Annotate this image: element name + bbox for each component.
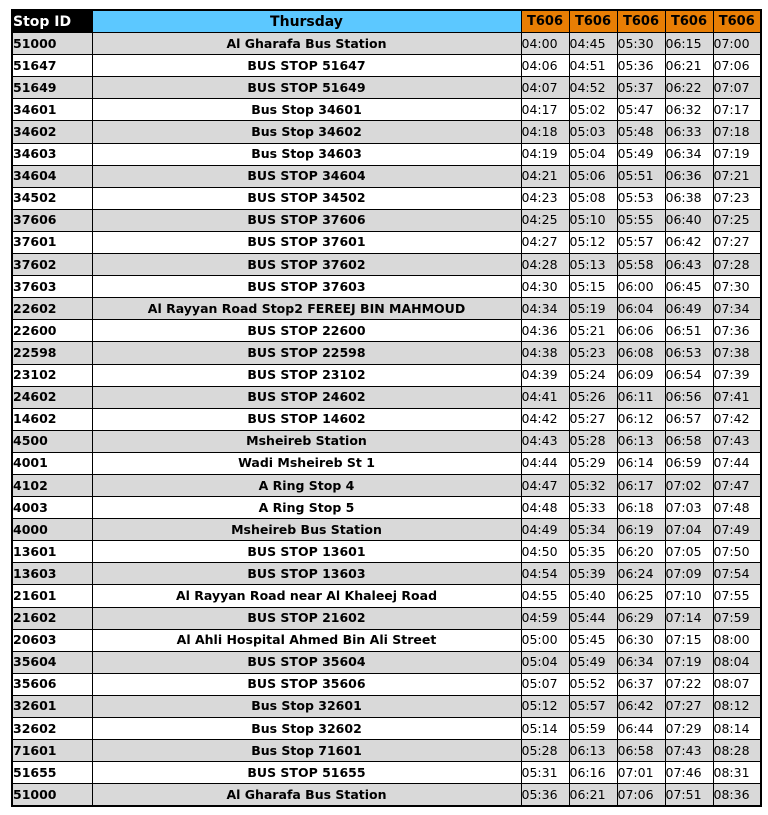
departure-time-cell: 06:15 — [665, 33, 713, 55]
departure-time-cell: 05:06 — [569, 165, 617, 187]
departure-time-cell: 07:25 — [713, 209, 761, 231]
table-row — [12, 474, 761, 496]
stop-name-cell: BUS STOP 22600 — [92, 320, 521, 342]
departure-time-cell: 05:00 — [521, 629, 569, 651]
stop-id-cell: 51655 — [12, 762, 92, 784]
departure-time-cell: 04:54 — [521, 563, 569, 585]
departure-time-cell: 05:35 — [569, 541, 617, 563]
departure-time-cell: 06:40 — [665, 209, 713, 231]
departure-time-cell: 07:41 — [713, 386, 761, 408]
departure-time-cell: 07:17 — [713, 99, 761, 121]
stop-id-cell: 24602 — [12, 386, 92, 408]
departure-time-cell: 06:51 — [665, 320, 713, 342]
departure-time-cell: 07:59 — [713, 607, 761, 629]
departure-time-cell: 05:44 — [569, 607, 617, 629]
departure-time-cell: 05:10 — [569, 209, 617, 231]
stop-name-cell: Msheireb Station — [92, 430, 521, 452]
departure-time-cell: 05:04 — [521, 651, 569, 673]
departure-time-cell: 04:34 — [521, 298, 569, 320]
stop-name-cell: Al Gharafa Bus Station — [92, 33, 521, 55]
departure-time-cell: 06:04 — [617, 298, 665, 320]
stop-id-cell: 21602 — [12, 607, 92, 629]
departure-time-cell: 05:59 — [569, 718, 617, 740]
stop-name-cell: BUS STOP 34502 — [92, 187, 521, 209]
departure-time-cell: 05:48 — [617, 121, 665, 143]
stop-id-cell: 37603 — [12, 276, 92, 298]
departure-time-cell: 06:17 — [617, 474, 665, 496]
departure-time-cell: 06:44 — [617, 718, 665, 740]
stop-name-cell: BUS STOP 37606 — [92, 209, 521, 231]
departure-time-cell: 06:06 — [617, 320, 665, 342]
departure-time-cell: 06:58 — [665, 430, 713, 452]
departure-time-cell: 05:27 — [569, 408, 617, 430]
departure-time-cell: 05:07 — [521, 673, 569, 695]
departure-time-cell: 05:14 — [521, 718, 569, 740]
table-row — [12, 673, 761, 695]
departure-time-cell: 07:43 — [665, 740, 713, 762]
departure-time-cell: 06:19 — [617, 519, 665, 541]
departure-time-cell: 04:55 — [521, 585, 569, 607]
departure-time-cell: 06:09 — [617, 364, 665, 386]
departure-time-cell: 08:31 — [713, 762, 761, 784]
table-row — [12, 143, 761, 165]
departure-time-cell: 07:28 — [713, 254, 761, 276]
table-row — [12, 740, 761, 762]
stop-name-cell: Msheireb Bus Station — [92, 519, 521, 541]
departure-time-cell: 05:39 — [569, 563, 617, 585]
departure-time-cell: 05:58 — [617, 254, 665, 276]
table-row — [12, 519, 761, 541]
stop-name-cell: BUS STOP 51655 — [92, 762, 521, 784]
departure-time-cell: 08:00 — [713, 629, 761, 651]
departure-time-cell: 04:00 — [521, 33, 569, 55]
departure-time-cell: 07:10 — [665, 585, 713, 607]
departure-time-cell: 05:32 — [569, 474, 617, 496]
departure-time-cell: 05:57 — [617, 231, 665, 253]
departure-time-cell: 07:15 — [665, 629, 713, 651]
stop-name-cell: BUS STOP 35604 — [92, 651, 521, 673]
departure-time-cell: 05:12 — [521, 695, 569, 717]
departure-time-cell: 06:13 — [617, 430, 665, 452]
departure-time-cell: 07:09 — [665, 563, 713, 585]
stop-name-cell: Bus Stop 32601 — [92, 695, 521, 717]
departure-time-cell: 04:06 — [521, 55, 569, 77]
stop-id-cell: 34502 — [12, 187, 92, 209]
table-row — [12, 276, 761, 298]
departure-time-cell: 08:36 — [713, 784, 761, 807]
stop-id-cell: 34603 — [12, 143, 92, 165]
table-row — [12, 585, 761, 607]
departure-time-cell: 05:03 — [569, 121, 617, 143]
departure-time-cell: 06:14 — [617, 452, 665, 474]
departure-time-cell: 06:33 — [665, 121, 713, 143]
departure-time-cell: 07:39 — [713, 364, 761, 386]
departure-time-cell: 05:57 — [569, 695, 617, 717]
table-row — [12, 541, 761, 563]
departure-time-cell: 07:00 — [713, 33, 761, 55]
stop-id-cell: 4102 — [12, 474, 92, 496]
departure-time-cell: 04:36 — [521, 320, 569, 342]
stop-id-cell: 20603 — [12, 629, 92, 651]
departure-time-cell: 05:49 — [569, 651, 617, 673]
stop-id-cell: 4001 — [12, 452, 92, 474]
departure-time-cell: 04:39 — [521, 364, 569, 386]
departure-time-cell: 04:30 — [521, 276, 569, 298]
table-row — [12, 165, 761, 187]
stop-id-cell: 4000 — [12, 519, 92, 541]
table-row — [12, 55, 761, 77]
departure-time-cell: 04:25 — [521, 209, 569, 231]
table-row — [12, 563, 761, 585]
departure-time-cell: 04:17 — [521, 99, 569, 121]
stop-id-cell: 34602 — [12, 121, 92, 143]
departure-time-cell: 06:42 — [665, 231, 713, 253]
stop-name-cell: BUS STOP 13603 — [92, 563, 521, 585]
departure-time-cell: 07:51 — [665, 784, 713, 807]
departure-time-cell: 06:30 — [617, 629, 665, 651]
departure-time-cell: 05:24 — [569, 364, 617, 386]
departure-time-cell: 05:12 — [569, 231, 617, 253]
departure-time-cell: 06:45 — [665, 276, 713, 298]
stop-name-cell: Bus Stop 71601 — [92, 740, 521, 762]
stop-id-cell: 37606 — [12, 209, 92, 231]
departure-time-cell: 04:07 — [521, 77, 569, 99]
departure-time-cell: 06:37 — [617, 673, 665, 695]
departure-time-cell: 04:18 — [521, 121, 569, 143]
stop-id-cell: 51000 — [12, 33, 92, 55]
departure-time-cell: 06:13 — [569, 740, 617, 762]
stop-id-cell: 51000 — [12, 784, 92, 807]
departure-time-cell: 07:30 — [713, 276, 761, 298]
table-row — [12, 695, 761, 717]
departure-time-cell: 06:59 — [665, 452, 713, 474]
departure-time-cell: 07:42 — [713, 408, 761, 430]
departure-time-cell: 07:04 — [665, 519, 713, 541]
departure-time-cell: 07:50 — [713, 541, 761, 563]
table-row — [12, 408, 761, 430]
departure-time-cell: 04:38 — [521, 342, 569, 364]
stop-id-cell: 32601 — [12, 695, 92, 717]
stop-name-cell: Al Rayyan Road near Al Khaleej Road — [92, 585, 521, 607]
departure-time-cell: 06:11 — [617, 386, 665, 408]
stop-id-cell: 37602 — [12, 254, 92, 276]
departure-time-cell: 05:19 — [569, 298, 617, 320]
stop-name-cell: Bus Stop 32602 — [92, 718, 521, 740]
departure-time-cell: 06:36 — [665, 165, 713, 187]
stop-name-cell: BUS STOP 37601 — [92, 231, 521, 253]
stop-id-cell: 14602 — [12, 408, 92, 430]
header-row — [12, 10, 761, 33]
departure-time-cell: 07:44 — [713, 452, 761, 474]
stop-name-cell: BUS STOP 24602 — [92, 386, 521, 408]
departure-time-cell: 07:29 — [665, 718, 713, 740]
departure-time-cell: 07:55 — [713, 585, 761, 607]
departure-time-cell: 08:14 — [713, 718, 761, 740]
stop-id-cell: 13601 — [12, 541, 92, 563]
table-row — [12, 386, 761, 408]
stop-id-cell: 13603 — [12, 563, 92, 585]
stop-name-cell: Wadi Msheireb St 1 — [92, 452, 521, 474]
departure-time-cell: 06:34 — [665, 143, 713, 165]
departure-time-cell: 07:01 — [617, 762, 665, 784]
departure-time-cell: 05:34 — [569, 519, 617, 541]
trip-header: T606 — [569, 10, 617, 33]
departure-time-cell: 05:26 — [569, 386, 617, 408]
departure-time-cell: 06:21 — [569, 784, 617, 807]
departure-time-cell: 05:15 — [569, 276, 617, 298]
departure-time-cell: 05:45 — [569, 629, 617, 651]
departure-time-cell: 07:05 — [665, 541, 713, 563]
departure-time-cell: 05:02 — [569, 99, 617, 121]
stop-id-cell: 22598 — [12, 342, 92, 364]
stop-id-cell: 51647 — [12, 55, 92, 77]
departure-time-cell: 07:06 — [713, 55, 761, 77]
stop-name-cell: BUS STOP 35606 — [92, 673, 521, 695]
stop-name-cell: Bus Stop 34601 — [92, 99, 521, 121]
departure-time-cell: 05:53 — [617, 187, 665, 209]
table-row — [12, 33, 761, 55]
table-row — [12, 320, 761, 342]
stop-id-cell: 23102 — [12, 364, 92, 386]
departure-time-cell: 05:49 — [617, 143, 665, 165]
trip-header: T606 — [521, 10, 569, 33]
stop-name-cell: A Ring Stop 4 — [92, 474, 521, 496]
departure-time-cell: 04:28 — [521, 254, 569, 276]
departure-time-cell: 04:23 — [521, 187, 569, 209]
stop-name-cell: BUS STOP 37602 — [92, 254, 521, 276]
stop-id-cell: 21601 — [12, 585, 92, 607]
departure-time-cell: 05:08 — [569, 187, 617, 209]
departure-time-cell: 07:19 — [665, 651, 713, 673]
departure-time-cell: 04:52 — [569, 77, 617, 99]
stop-id-cell: 71601 — [12, 740, 92, 762]
departure-time-cell: 07:06 — [617, 784, 665, 807]
departure-time-cell: 06:25 — [617, 585, 665, 607]
departure-time-cell: 05:21 — [569, 320, 617, 342]
departure-time-cell: 06:12 — [617, 408, 665, 430]
trip-header: T606 — [665, 10, 713, 33]
departure-time-cell: 07:07 — [713, 77, 761, 99]
departure-time-cell: 07:03 — [665, 497, 713, 519]
table-row — [12, 231, 761, 253]
stop-id-cell: 51649 — [12, 77, 92, 99]
table-row — [12, 121, 761, 143]
table-row — [12, 629, 761, 651]
departure-time-cell: 04:21 — [521, 165, 569, 187]
stop-id-header: Stop ID — [12, 10, 92, 33]
departure-time-cell: 07:23 — [713, 187, 761, 209]
departure-time-cell: 06:32 — [665, 99, 713, 121]
stop-id-cell: 34604 — [12, 165, 92, 187]
departure-time-cell: 06:22 — [665, 77, 713, 99]
table-row — [12, 99, 761, 121]
table-row — [12, 187, 761, 209]
departure-time-cell: 04:49 — [521, 519, 569, 541]
departure-time-cell: 07:36 — [713, 320, 761, 342]
stop-id-cell: 22602 — [12, 298, 92, 320]
table-row — [12, 718, 761, 740]
departure-time-cell: 04:41 — [521, 386, 569, 408]
departure-time-cell: 07:46 — [665, 762, 713, 784]
departure-time-cell: 07:38 — [713, 342, 761, 364]
departure-time-cell: 04:44 — [521, 452, 569, 474]
departure-time-cell: 06:16 — [569, 762, 617, 784]
departure-time-cell: 04:51 — [569, 55, 617, 77]
departure-time-cell: 07:18 — [713, 121, 761, 143]
stop-id-cell: 32602 — [12, 718, 92, 740]
departure-time-cell: 06:43 — [665, 254, 713, 276]
stop-name-cell: BUS STOP 51647 — [92, 55, 521, 77]
stop-name-cell: BUS STOP 51649 — [92, 77, 521, 99]
departure-time-cell: 07:14 — [665, 607, 713, 629]
stop-id-cell: 22600 — [12, 320, 92, 342]
departure-time-cell: 07:49 — [713, 519, 761, 541]
departure-time-cell: 05:30 — [617, 33, 665, 55]
departure-time-cell: 05:28 — [569, 430, 617, 452]
departure-time-cell: 07:48 — [713, 497, 761, 519]
departure-time-cell: 05:37 — [617, 77, 665, 99]
departure-time-cell: 05:33 — [569, 497, 617, 519]
stop-id-cell: 4003 — [12, 497, 92, 519]
departure-time-cell: 07:43 — [713, 430, 761, 452]
stop-name-cell: Bus Stop 34603 — [92, 143, 521, 165]
departure-time-cell: 08:28 — [713, 740, 761, 762]
table-row — [12, 342, 761, 364]
table-row — [12, 784, 761, 807]
stop-name-cell: BUS STOP 14602 — [92, 408, 521, 430]
departure-time-cell: 08:04 — [713, 651, 761, 673]
departure-time-cell: 07:22 — [665, 673, 713, 695]
departure-time-cell: 05:36 — [521, 784, 569, 807]
departure-time-cell: 05:52 — [569, 673, 617, 695]
table-row — [12, 497, 761, 519]
trip-header: T606 — [713, 10, 761, 33]
departure-time-cell: 05:23 — [569, 342, 617, 364]
departure-time-cell: 05:36 — [617, 55, 665, 77]
departure-time-cell: 04:19 — [521, 143, 569, 165]
departure-time-cell: 04:45 — [569, 33, 617, 55]
departure-time-cell: 05:51 — [617, 165, 665, 187]
departure-time-cell: 06:34 — [617, 651, 665, 673]
stop-name-cell: BUS STOP 13601 — [92, 541, 521, 563]
stop-id-cell: 37601 — [12, 231, 92, 253]
departure-time-cell: 05:13 — [569, 254, 617, 276]
departure-time-cell: 07:21 — [713, 165, 761, 187]
departure-time-cell: 06:24 — [617, 563, 665, 585]
departure-time-cell: 05:55 — [617, 209, 665, 231]
departure-time-cell: 05:04 — [569, 143, 617, 165]
table-row — [12, 364, 761, 386]
stop-name-cell: BUS STOP 21602 — [92, 607, 521, 629]
departure-time-cell: 06:29 — [617, 607, 665, 629]
table-row — [12, 762, 761, 784]
departure-time-cell: 06:58 — [617, 740, 665, 762]
table-row — [12, 254, 761, 276]
table-row — [12, 77, 761, 99]
departure-time-cell: 06:08 — [617, 342, 665, 364]
stop-name-cell: BUS STOP 22598 — [92, 342, 521, 364]
day-header: Thursday — [92, 10, 521, 33]
departure-time-cell: 04:27 — [521, 231, 569, 253]
departure-time-cell: 07:27 — [713, 231, 761, 253]
departure-time-cell: 07:47 — [713, 474, 761, 496]
stop-name-cell: A Ring Stop 5 — [92, 497, 521, 519]
stop-name-cell: Bus Stop 34602 — [92, 121, 521, 143]
departure-time-cell: 06:21 — [665, 55, 713, 77]
table-row — [12, 430, 761, 452]
departure-time-cell: 06:53 — [665, 342, 713, 364]
departure-time-cell: 04:50 — [521, 541, 569, 563]
departure-time-cell: 06:57 — [665, 408, 713, 430]
trip-header: T606 — [617, 10, 665, 33]
departure-time-cell: 04:47 — [521, 474, 569, 496]
timetable-body — [12, 33, 761, 807]
stop-id-cell: 35604 — [12, 651, 92, 673]
stop-id-cell: 35606 — [12, 673, 92, 695]
departure-time-cell: 06:20 — [617, 541, 665, 563]
departure-time-cell: 04:59 — [521, 607, 569, 629]
departure-time-cell: 07:19 — [713, 143, 761, 165]
departure-time-cell: 06:49 — [665, 298, 713, 320]
departure-time-cell: 05:31 — [521, 762, 569, 784]
departure-time-cell: 06:56 — [665, 386, 713, 408]
departure-time-cell: 06:00 — [617, 276, 665, 298]
stop-name-cell: BUS STOP 34604 — [92, 165, 521, 187]
departure-time-cell: 04:43 — [521, 430, 569, 452]
departure-time-cell: 04:42 — [521, 408, 569, 430]
departure-time-cell: 07:34 — [713, 298, 761, 320]
stop-name-cell: Al Ahli Hospital Ahmed Bin Ali Street — [92, 629, 521, 651]
departure-time-cell: 06:54 — [665, 364, 713, 386]
departure-time-cell: 05:47 — [617, 99, 665, 121]
stop-name-cell: BUS STOP 23102 — [92, 364, 521, 386]
departure-time-cell: 06:42 — [617, 695, 665, 717]
departure-time-cell: 06:18 — [617, 497, 665, 519]
timetable — [11, 9, 762, 807]
departure-time-cell: 08:12 — [713, 695, 761, 717]
stop-name-cell: BUS STOP 37603 — [92, 276, 521, 298]
table-row — [12, 651, 761, 673]
departure-time-cell: 07:27 — [665, 695, 713, 717]
departure-time-cell: 05:28 — [521, 740, 569, 762]
stop-name-cell: Al Rayyan Road Stop2 FEREEJ BIN MAHMOUD — [92, 298, 521, 320]
table-row — [12, 607, 761, 629]
departure-time-cell: 06:38 — [665, 187, 713, 209]
table-row — [12, 209, 761, 231]
departure-time-cell: 08:07 — [713, 673, 761, 695]
departure-time-cell: 07:02 — [665, 474, 713, 496]
departure-time-cell: 07:54 — [713, 563, 761, 585]
departure-time-cell: 04:48 — [521, 497, 569, 519]
table-row — [12, 452, 761, 474]
departure-time-cell: 05:40 — [569, 585, 617, 607]
stop-id-cell: 34601 — [12, 99, 92, 121]
stop-id-cell: 4500 — [12, 430, 92, 452]
table-row — [12, 298, 761, 320]
stop-name-cell: Al Gharafa Bus Station — [92, 784, 521, 807]
departure-time-cell: 05:29 — [569, 452, 617, 474]
